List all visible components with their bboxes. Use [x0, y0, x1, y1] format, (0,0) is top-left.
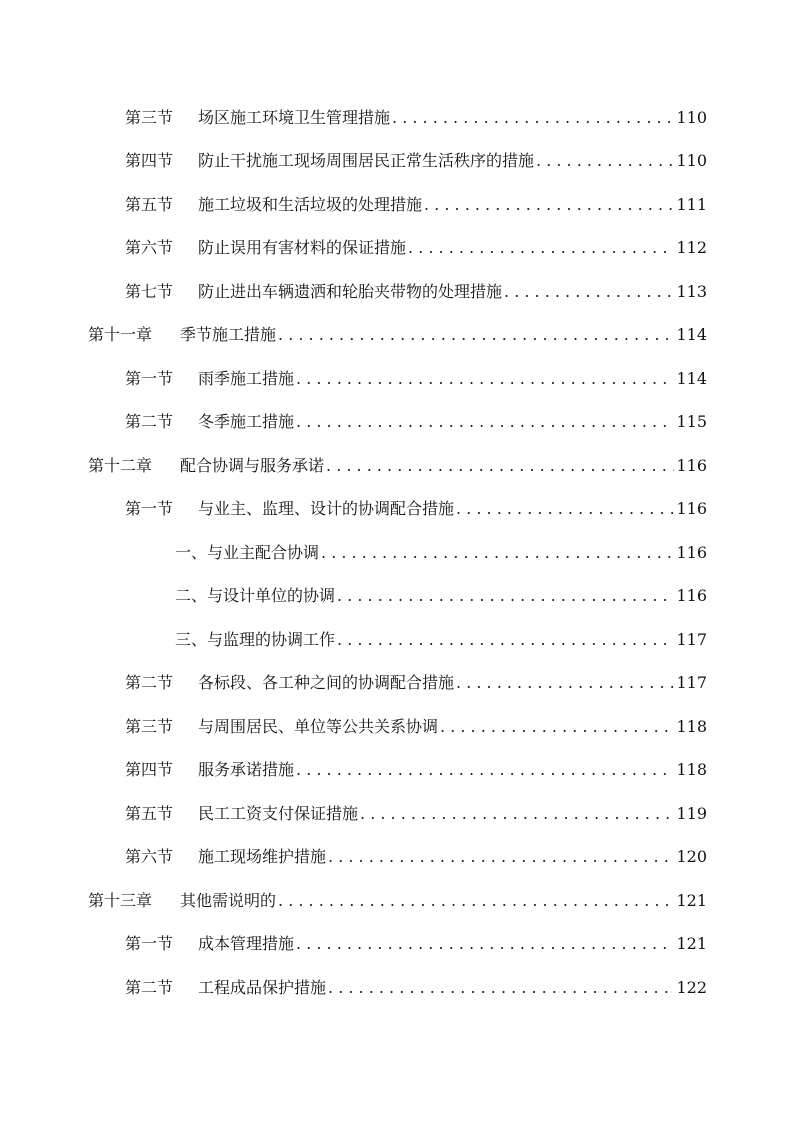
- entry-title: 二、与设计单位的协调: [175, 586, 336, 605]
- dot-leader: [337, 585, 674, 607]
- entry-title: 一、与业主配合协调: [175, 543, 320, 562]
- entry-title: 场区施工环境卫生管理措施: [198, 108, 391, 127]
- toc-entry-section[interactable]: [125, 759, 707, 781]
- entry-page-number: 121: [676, 934, 707, 953]
- toc-entry-chapter[interactable]: [88, 890, 707, 912]
- entry-page-number: 117: [676, 673, 707, 692]
- entry-title: 雨季施工措施: [198, 369, 295, 388]
- entry-number: 第五节: [125, 804, 174, 823]
- entry-number: 第六节: [125, 238, 174, 257]
- dot-leader: [296, 411, 674, 433]
- toc-entry-subsection[interactable]: [175, 629, 707, 651]
- toc-entry-section[interactable]: [125, 846, 707, 868]
- toc-entry-chapter[interactable]: [88, 455, 707, 477]
- dot-leader: [440, 716, 674, 738]
- entry-title: 民工工资支付保证措施: [198, 804, 359, 823]
- entry-title: 施工垃圾和生活垃圾的处理措施: [198, 195, 423, 214]
- entry-title: 防止误用有害材料的保证措施: [198, 238, 407, 257]
- dot-leader: [424, 194, 674, 216]
- dot-leader: [321, 542, 674, 564]
- toc-entry-subsection[interactable]: [175, 542, 707, 564]
- entry-page-number: 116: [676, 456, 707, 475]
- entry-number: 第一节: [125, 369, 174, 388]
- entry-page-number: 120: [676, 847, 707, 866]
- dot-leader: [278, 324, 674, 346]
- entry-page-number: 114: [676, 325, 707, 344]
- entry-title: 季节施工措施: [180, 325, 277, 344]
- entry-title: 防止干扰施工现场周围居民正常生活秩序的措施: [198, 151, 535, 170]
- entry-number: 第一节: [125, 499, 174, 518]
- toc-entry-section[interactable]: [125, 933, 707, 955]
- entry-page-number: 110: [676, 108, 707, 127]
- entry-title: 其他需说明的: [180, 891, 277, 910]
- entry-number: 第二节: [125, 673, 174, 692]
- entry-page-number: 121: [676, 891, 707, 910]
- toc-entry-section[interactable]: [125, 107, 707, 129]
- entry-page-number: 116: [676, 543, 707, 562]
- entry-title: 成本管理措施: [198, 934, 295, 953]
- entry-number: 第七节: [125, 282, 174, 301]
- toc-entry-section[interactable]: [125, 368, 707, 390]
- toc-entry-section[interactable]: [125, 716, 707, 738]
- toc-entry-section[interactable]: [125, 977, 707, 999]
- toc-entry-section[interactable]: [125, 237, 707, 259]
- entry-title: 配合协调与服务承诺: [180, 456, 325, 475]
- entry-title: 工程成品保护措施: [198, 978, 327, 997]
- dot-leader: [328, 846, 674, 868]
- entry-title: 防止进出车辆遗洒和轮胎夹带物的处理措施: [198, 282, 503, 301]
- entry-number: 第六节: [125, 847, 174, 866]
- entry-number: 第一节: [125, 934, 174, 953]
- entry-title: 冬季施工措施: [198, 412, 295, 431]
- dot-leader: [296, 933, 674, 955]
- entry-page-number: 118: [676, 760, 707, 779]
- entry-title: 与周围居民、单位等公共关系协调: [198, 717, 439, 736]
- entry-number: 第三节: [125, 717, 174, 736]
- entry-number: 第十三章: [88, 891, 153, 910]
- entry-page-number: 119: [676, 804, 707, 823]
- entry-page-number: 122: [676, 978, 707, 997]
- entry-number: 第二节: [125, 978, 174, 997]
- entry-page-number: 112: [676, 238, 707, 257]
- entry-title: 各标段、各工种之间的协调配合措施: [198, 673, 455, 692]
- entry-page-number: 113: [676, 282, 707, 301]
- dot-leader: [296, 759, 674, 781]
- toc-entry-section[interactable]: [125, 672, 707, 694]
- entry-page-number: 111: [676, 195, 707, 214]
- dot-leader: [328, 977, 674, 999]
- entry-title: 与业主、监理、设计的协调配合措施: [198, 499, 455, 518]
- entry-page-number: 117: [676, 630, 707, 649]
- dot-leader: [392, 107, 674, 129]
- toc-entry-section[interactable]: [125, 194, 707, 216]
- dot-leader: [408, 237, 674, 259]
- entry-page-number: 116: [676, 499, 707, 518]
- dot-leader: [337, 629, 674, 651]
- entry-number: 第四节: [125, 760, 174, 779]
- dot-leader: [504, 281, 674, 303]
- entry-page-number: 110: [676, 151, 707, 170]
- entry-number: 第五节: [125, 195, 174, 214]
- dot-leader: [278, 890, 674, 912]
- entry-number: 第十二章: [88, 456, 153, 475]
- entry-number: 第二节: [125, 412, 174, 431]
- entry-number: 第三节: [125, 108, 174, 127]
- entry-page-number: 116: [676, 586, 707, 605]
- toc-entry-chapter[interactable]: [88, 324, 707, 346]
- entry-number: 第十一章: [88, 325, 153, 344]
- entry-page-number: 115: [676, 412, 707, 431]
- dot-leader: [296, 368, 674, 390]
- toc-entry-section[interactable]: [125, 498, 707, 520]
- dot-leader: [326, 455, 674, 477]
- entry-page-number: 114: [676, 369, 707, 388]
- toc-entry-subsection[interactable]: [175, 585, 707, 607]
- entry-title: 施工现场维护措施: [198, 847, 327, 866]
- dot-leader: [456, 498, 674, 520]
- toc-entry-section[interactable]: [125, 281, 707, 303]
- dot-leader: [456, 672, 674, 694]
- dot-leader: [536, 150, 674, 172]
- entry-number: 第四节: [125, 151, 174, 170]
- toc-entry-section[interactable]: [125, 150, 707, 172]
- entry-title: 服务承诺措施: [198, 760, 295, 779]
- entry-title: 三、与监理的协调工作: [175, 630, 336, 649]
- toc-entry-section[interactable]: [125, 803, 707, 825]
- dot-leader: [360, 803, 674, 825]
- toc-entry-section[interactable]: [125, 411, 707, 433]
- entry-page-number: 118: [676, 717, 707, 736]
